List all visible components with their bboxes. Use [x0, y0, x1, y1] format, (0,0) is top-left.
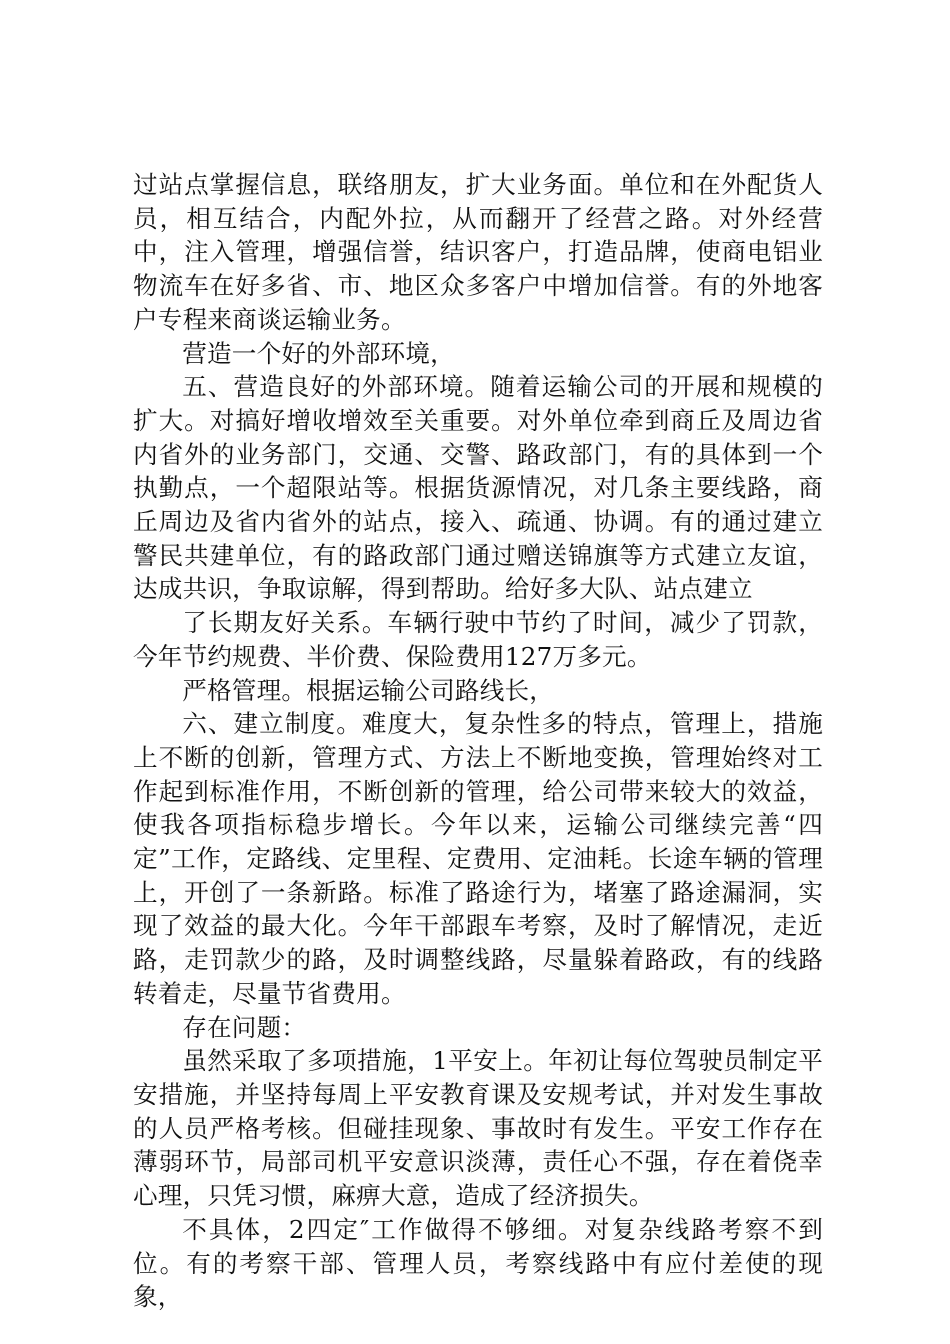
- paragraph-7: 存在问题：: [182, 1012, 307, 1042]
- paragraph-3: 五、营造良好的外部环境。随着运输公司的开展和规模的扩大。对搞好增收增效至关重要。对外单位牵到商丘及周边省内省外的业务部门，交通、交警、路政部门，有的具体到一个执勤点，一个超限站等。根据货源情况，对几条主要线路，商丘周边及省内省外的站点，接入、疏通、协调。有的通过建立警民共建单位，有的路政部门通过赠送锦旗等方式建立友谊，达成共识，争取谅解，得到帮助。给好多大队、站点建立: [133, 372, 823, 604]
- paragraph-2: 营造一个好的外部环境，: [182, 338, 455, 368]
- document-body: [133, 168, 823, 1314]
- paragraph-8: 虽然采取了多项措施，1平安上。年初让每位驾驶员制定平安措施，并坚持每周上平安教育课及安规考试，并对发生事故的人员严格考核。但碰挂现象、事故时有发生。平安工作存在薄弱环节，局部司机平安意识淡薄，责任心不强，存在着侥幸心理，只凭习惯，麻痹大意，造成了经济损失。: [133, 1046, 823, 1211]
- paragraph-6: 六、建立制度。难度大，复杂性多的特点，管理上，措施上不断的创新，管理方式、方法上不断地变换，管理始终对工作起到标准作用，不断创新的管理，给公司带来较大的效益，使我各项指标稳步增长。今年以来，运输公司继续完善“四定”工作，定路线、定里程、定费用、定油耗。长途车辆的管理上，开创了一条新路。标准了路途行为，堵塞了路途漏洞，实现了效益的最大化。今年干部跟车考察，及时了解情况，走近路，走罚款少的路，及时调整线路，尽量躲着路政，有的线路转着走，尽量节省费用。: [133, 709, 823, 1008]
- paragraph-4: 了长期友好关系。车辆行驶中节约了时间，减少了罚款，今年节约规费、半价费、保险费用127万多元。: [133, 608, 823, 671]
- paragraph-9: 不具体，2四定″工作做得不够细。对复杂线路考察不到位。有的考察干部、管理人员，考察线路中有应付差使的现象，: [133, 1214, 823, 1312]
- paragraph-1: 过站点掌握信息，联络朋友，扩大业务面。单位和在外配货人员，相互结合，内配外拉，从而翻开了经营之路。对外经营中，注入管理，增强信誉，结识客户，打造品牌，使商电铝业物流车在好多省、市、地区众多客户中增加信誉。有的外地客户专程来商谈运输业务。: [133, 170, 823, 334]
- paragraph-5: 严格管理。根据运输公司路线长，: [182, 675, 555, 705]
